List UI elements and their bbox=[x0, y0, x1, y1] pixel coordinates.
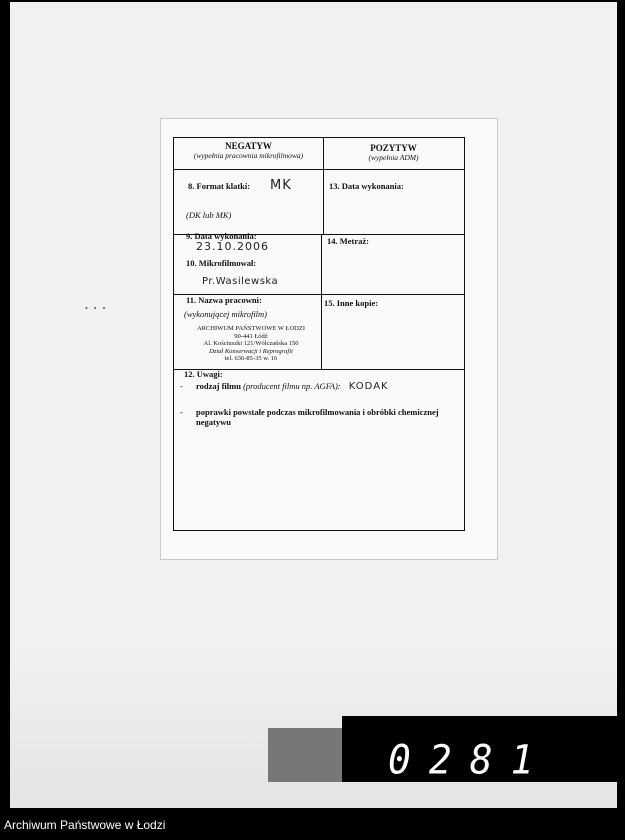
pozytyw-header bbox=[323, 143, 464, 163]
stamp-line: Al. Kościuszki 121/Wólczańska 150 bbox=[203, 340, 299, 347]
negatyw-header bbox=[174, 141, 323, 161]
field-8-hint: (DK lub MK) bbox=[186, 210, 232, 220]
bullet: - bbox=[180, 407, 183, 417]
remark-film-type-value: KODAK bbox=[348, 381, 389, 392]
stamp-line: tel. 636-85-35 w. 16 bbox=[224, 355, 278, 362]
remark-corrections: poprawki powstałe podczas mikrofilmowania i obróbki chemicznej negatywu bbox=[196, 407, 439, 427]
microfilm-form bbox=[173, 137, 465, 531]
institution-stamp bbox=[184, 325, 318, 363]
remark-film-type-label: rodzaj filmu bbox=[196, 381, 241, 391]
pozytyw-subtitle: (wypełnia ADM) bbox=[368, 153, 419, 162]
field-14-label: 14. Metraż: bbox=[327, 236, 370, 246]
remark-film-type bbox=[196, 381, 456, 392]
negatyw-title: NEGATYW bbox=[225, 141, 272, 151]
field-9-value: 23.10.2006 bbox=[196, 240, 269, 253]
stamp-line: ARCHIWUM PAŃSTWOWE W ŁODZI bbox=[196, 325, 306, 332]
pozytyw-title: POZYTYW bbox=[370, 143, 417, 153]
field-13-label: 13. Data wykonania: bbox=[329, 181, 404, 191]
film-edge bbox=[268, 728, 348, 782]
field-10-label: 10. Mikrofilmował: bbox=[186, 258, 257, 268]
field-12-label: 12. Uwagi: bbox=[184, 369, 223, 379]
field-11-hint: (wykonującej mikrofilm) bbox=[184, 309, 268, 319]
footer-institution: Archiwum Państwowe w Łodzi bbox=[4, 818, 166, 832]
field-8-label: 8. Format klatki: bbox=[188, 181, 251, 191]
field-9-label: 9. Data wykonania: bbox=[186, 231, 257, 241]
field-8-value: MK bbox=[270, 178, 292, 193]
divider-vertical-bottom bbox=[321, 235, 322, 369]
field-15-label: 15. Inne kopie: bbox=[324, 298, 379, 308]
negatyw-subtitle: (wypełnia pracownia mikrofilmowa) bbox=[193, 151, 304, 160]
stamp-line: Dział Konserwacji i Reprografii bbox=[209, 347, 293, 355]
divider-pozytyw-header bbox=[323, 169, 464, 170]
field-10-value: Pr.Wasilewska bbox=[202, 276, 279, 287]
divider-negatyw-header bbox=[174, 169, 323, 170]
remark-film-type-hint: (producent filmu np. AGFA): bbox=[243, 381, 341, 391]
stamp-line: 90-441 Łódź bbox=[234, 332, 268, 340]
frame-number: 0281 bbox=[388, 736, 552, 784]
bullet: - bbox=[180, 381, 183, 391]
field-11-label: 11. Nazwa pracowni: bbox=[186, 295, 262, 305]
scan-speck: • • • bbox=[85, 304, 108, 313]
